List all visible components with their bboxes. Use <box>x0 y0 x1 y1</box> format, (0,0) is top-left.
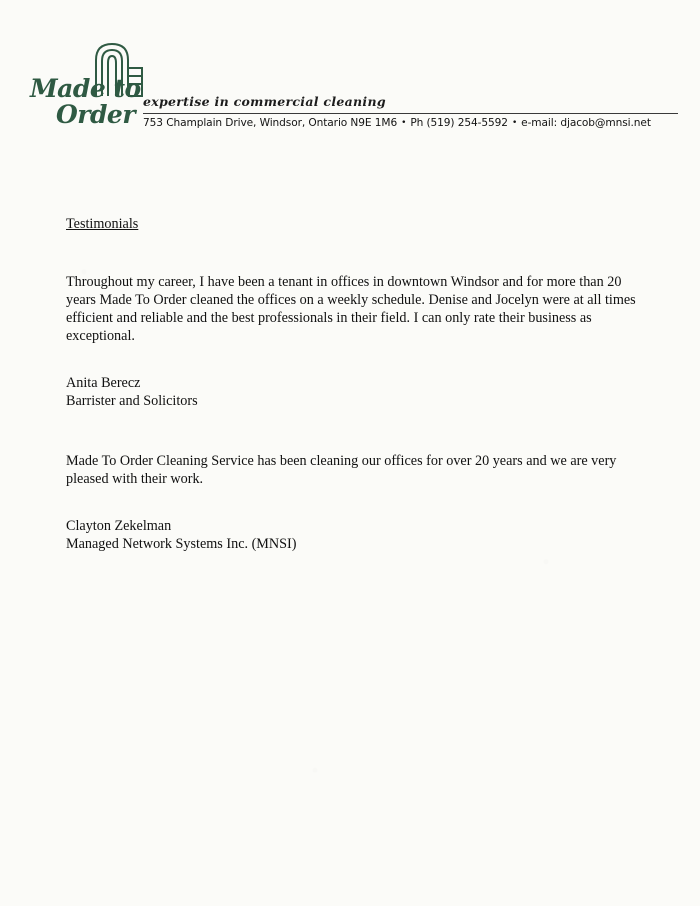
company-logo <box>28 38 158 138</box>
document-body <box>66 215 646 553</box>
logo-wordmark-line2: Order <box>56 100 136 129</box>
contact-line <box>143 117 651 129</box>
contact-phone: Ph (519) 254-5592 <box>410 117 508 129</box>
company-tagline: expertise in commercial cleaning <box>143 94 386 109</box>
contact-separator-2: • <box>511 118 518 128</box>
testimonial-signature-2 <box>66 517 646 553</box>
page-title: Testimonials <box>66 216 139 232</box>
testimonial-signature-1 <box>66 374 646 410</box>
contact-separator-1: • <box>401 118 407 128</box>
contact-address: 753 Champlain Drive, Windsor, Ontario N9E 1M6 <box>143 117 398 129</box>
signer-title-2: Managed Network Systems Inc. (MNSI) <box>66 536 297 552</box>
signer-title-1: Barrister and Solicitors <box>66 393 198 409</box>
logo-wordmark-line1: Made to <box>30 74 141 103</box>
letterhead <box>0 30 700 140</box>
signer-name-1: Anita Berecz <box>66 375 141 391</box>
letterhead-divider <box>143 113 678 114</box>
signer-name-2: Clayton Zekelman <box>66 518 172 534</box>
testimonial-body-2: Made To Order Cleaning Service has been cleaning our offices for over 20 years and we are very pleased with their work. <box>66 453 617 487</box>
section-spacer <box>66 410 646 452</box>
testimonial-body-1: Throughout my career, I have been a tenant in offices in downtown Windsor and for more than 20 years Made To Order cleaned the offices on a weekly schedule. Denise and Jocelyn were at all times efficient and reliable and the best professionals in their field. I can only rate their business as exceptional. <box>66 274 636 344</box>
contact-email[interactable]: e-mail: djacob@mnsi.net <box>521 117 651 129</box>
